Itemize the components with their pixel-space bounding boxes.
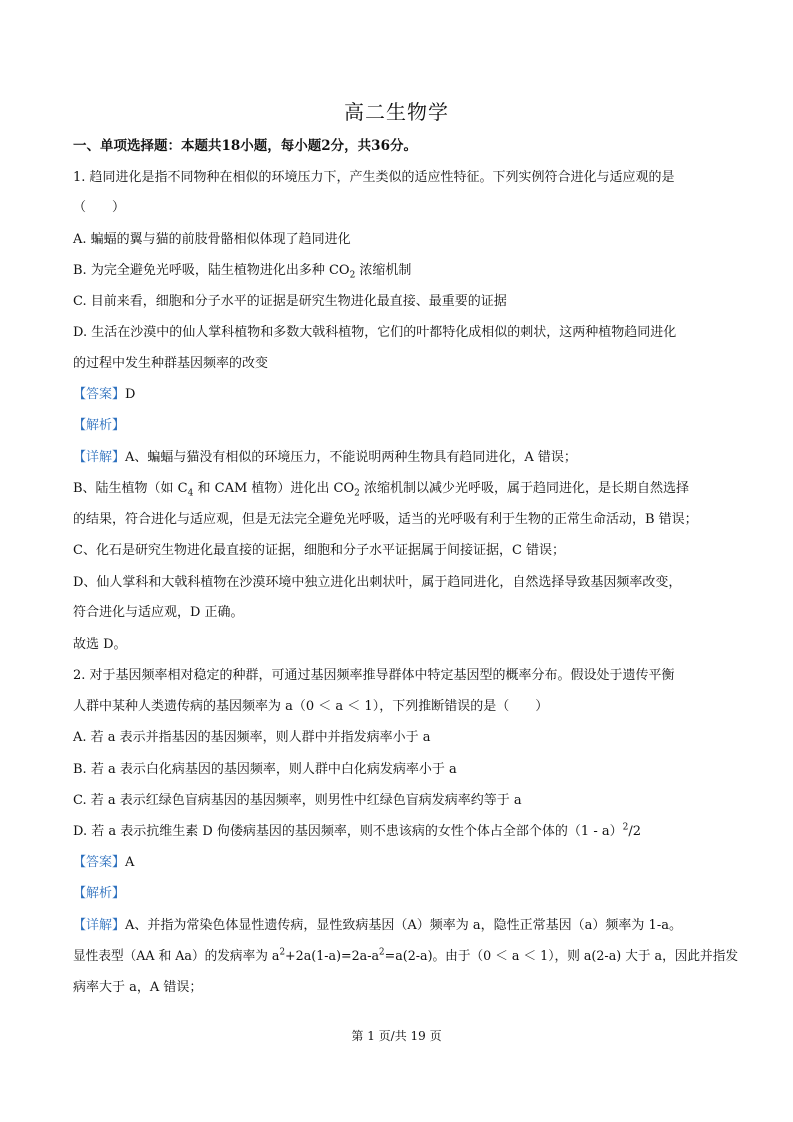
q2-detail-line-1: 【详解】A、并指为常染色体显性遗传病，显性致病基因（A）频率为 a，隐性正常基因（a）频率为 1-a。 [73,918,682,933]
q1-option-a: A. 蝙蝠的翼与猫的前肢骨骼相似体现了趋同进化 [73,232,351,247]
q2-analysis-tag: 【解析】 [73,886,126,901]
q1-option-d-line-2: 的过程中发生种群基因频率的改变 [73,356,269,371]
q2-answer [73,854,134,872]
q1-stem-line-2: （ ） [73,200,126,215]
answer-value: D [125,387,136,402]
q1-detail-line-5: D、仙人掌科和大戟科植物在沙漠环境中独立进化出刺状叶，属于趋同进化，自然选择导致基因频率改变， [73,575,682,590]
q1-analysis-tag: 【解析】 [73,418,126,433]
q1-option-b: B. 为完全避免光呼吸，陆生植物进化出多种 $CO_2$ 浓缩机制 [73,263,412,281]
q1-detail-line-6: 符合进化与适应观，D 正确。 [73,605,244,620]
q2-option-d: D. 若 a 表示抗维生素 D 佝偻病基因的基因频率，则不患该病的女性个体占全部个体的（1 - a）$^2$/2 [73,822,641,839]
detail-tag: 【详解】 [73,450,126,465]
q1-detail-line-4: C、化石是研究生物进化最直接的证据，细胞和分子水平证据属于间接证据，C 错误； [73,543,566,558]
q1-detail-line-1: 【详解】A、蝙蝠与猫没有相似的环境压力，不能说明两种生物具有趋同进化，A 错误； [73,450,577,465]
q1-option-d-line-1: D. 生活在沙漠中的仙人掌科植物和多数大戟科植物，它们的叶都特化成相似的刺状，这两种植物趋同进化 [73,325,677,340]
q2-stem-line-1: 2. 对于基因频率相对稳定的种群，可通过基因频率推导群体中特定基因型的概率分布。假设处于遗传平衡 [73,668,675,683]
page-title: 高二生物学 [344,100,449,124]
section-header: 一、单项选择题：本题共18小题，每小题2分，共36分。 [73,138,417,154]
q2-stem-line-2: 人群中某种人类遗传病的基因频率为 a（0 ＜ a ＜ 1），下列推断错误的是（ ） [73,699,549,714]
q2-option-a: A. 若 a 表示并指基因的基因频率，则人群中并指发病率小于 a [73,730,431,745]
q2-option-c: C. 若 a 表示红绿色盲病基因的基因频率，则男性中红绿色盲病发病率约等于 a [73,793,522,808]
answer-value: A [125,855,135,870]
answer-tag: 【答案】 [73,387,126,402]
q2-detail-line-2: 显性表型（AA 和 Aa）的发病率为 $a^2+2a(1-a)=2a-a^2=a(2-a)$。由于（0 ＜ a ＜ 1），则 a(2-a) 大于 a，因此并指发 [73,947,739,964]
q1-stem-line-1: 1. 趋同进化是指不同物种在相似的环境压力下，产生类似的适应性特征。下列实例符合进化与适应观的是 [73,170,675,185]
q1-option-c: C. 目前来看，细胞和分子水平的证据是研究生物进化最直接、最重要的证据 [73,294,507,309]
answer-tag: 【答案】 [73,855,126,870]
q2-detail-line-3: 病率大于 a，A 错误； [73,980,203,995]
q1-detail-line-3: 的结果，符合进化与适应观，但是无法完全避免光呼吸，适当的光呼吸有利于生物的正常生命活动，B 错误； [73,512,698,527]
q1-detail-line-7: 故选 D。 [73,637,127,652]
detail-tag: 【详解】 [73,918,126,933]
q2-option-b: B. 若 a 表示白化病基因的基因频率，则人群中白化病发病率小于 a [73,762,457,777]
q1-detail-line-2: B、陆生植物（如 $C_4$ 和 CAM 植物）进化出 $CO_2$ 浓缩机制以减少光呼吸，属于趋同进化，是长期自然选择 [73,481,690,499]
q1-answer [73,386,135,404]
page-footer: 第 1 页/共 19 页 [351,1029,442,1043]
